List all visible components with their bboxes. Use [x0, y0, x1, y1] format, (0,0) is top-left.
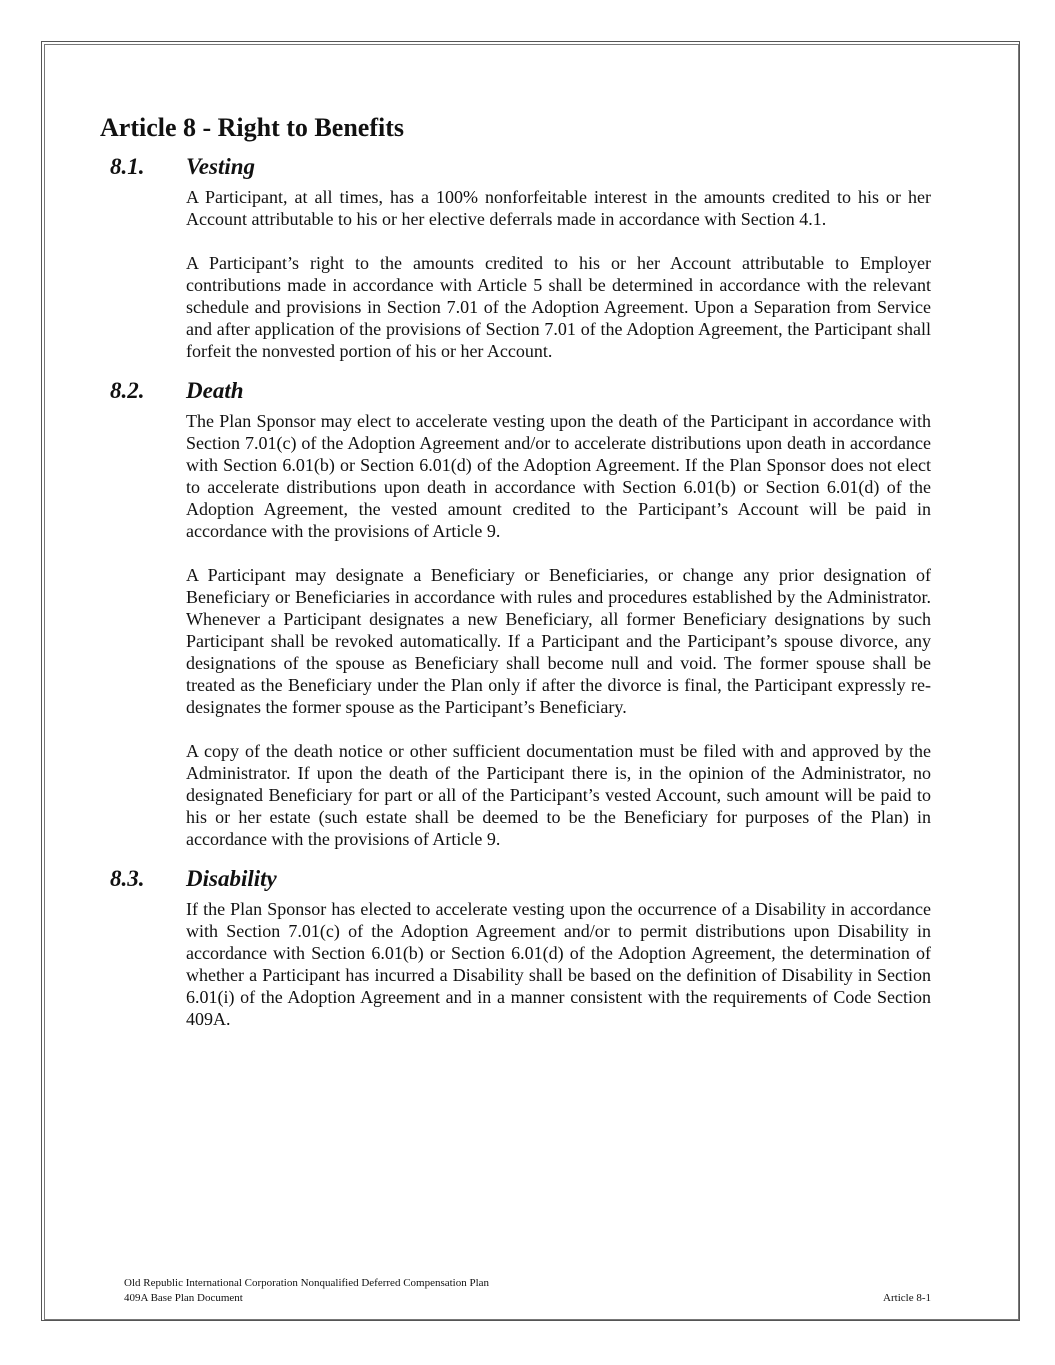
section-death: [0, 374, 1055, 850]
footer-document-name: 409A Base Plan Document: [124, 1292, 243, 1304]
section-vesting: [0, 150, 1055, 362]
paragraph: If the Plan Sponsor has elected to accelerate vesting upon the occurrence of a Disability in accordance with Section 7.01(c) of the Adoption Agreement and/or to permit distributions upon Disability in accordance with Section 6.01(b) or Section 6.01(d) of the Adoption Agreement, the determination of whether a Participant has incurred a Disability shall be based on the definition of Disability in Section 6.01(i) of the Adoption Agreement and in a manner consistent with the requirements of Code Section 409A.: [186, 899, 931, 1029]
section-heading: [0, 862, 1055, 898]
section-heading: [0, 374, 1055, 410]
section-title: Death: [186, 378, 244, 403]
section-disability: [0, 862, 1055, 1030]
article-body: [0, 150, 1055, 1042]
paragraph: A Participant may designate a Beneficiary or Beneficiaries, or change any prior designation of Beneficiary or Beneficiaries in accordance with rules and procedures established by the Administrator. Whenever a Participant designates a new Beneficiary, all former Beneficiary designations by such Participant shall be revoked automatically. If a Participant and the Participant’s spouse divorce, any designations of the spouse as Beneficiary shall become null and void. The former spouse shall be treated as the Beneficiary under the Plan only if after the divorce is final, the Participant expressly re-designates the former spouse as the Participant’s Beneficiary.: [186, 565, 931, 717]
paragraph: A Participant’s right to the amounts credited to his or her Account attributable to Employer contributions made in accordance with Article 5 shall be determined in accordance with the relevant schedule and provisions in Section 7.01 of the Adoption Agreement. Upon a Separation from Service and after application of the provisions of Section 7.01 of the Adoption Agreement, the Participant shall forfeit the nonvested portion of his or her Account.: [186, 253, 931, 361]
section-title: Vesting: [186, 154, 256, 179]
section-title: Disability: [186, 866, 277, 891]
article-title: Article 8 - Right to Benefits: [100, 113, 404, 142]
section-number: 8.3.: [110, 866, 145, 891]
paragraph: The Plan Sponsor may elect to accelerate vesting upon the death of the Participant in accordance with Section 7.01(c) of the Adoption Agreement and/or to accelerate distributions upon death in accordance with Section 6.01(b) or Section 6.01(d) of the Adoption Agreement. If the Plan Sponsor does not elect to accelerate distributions upon death in accordance with Section 6.01(b) or Section 6.01(d) of the Adoption Agreement, the vested amount credited to the Participant’s Account will be paid in accordance with the provisions of Article 9.: [186, 411, 931, 541]
section-number: 8.2.: [110, 378, 145, 403]
paragraph: A Participant, at all times, has a 100% nonforfeitable interest in the amounts credited to his or her Account attributable to his or her elective deferrals made in accordance with Section 4.1.: [186, 187, 931, 229]
paragraph: A copy of the death notice or other sufficient documentation must be filed with and approved by the Administrator. If upon the death of the Participant there is, in the opinion of the Administrator, no designated Beneficiary for part or all of the Participant’s vested Account, such amount will be paid to his or her estate (such estate shall be deemed to be the Beneficiary for purposes of the Plan) in accordance with the provisions of Article 9.: [186, 741, 931, 849]
section-number: 8.1.: [110, 154, 145, 179]
footer-page-label: Article 8-1: [883, 1292, 931, 1304]
section-heading: [0, 150, 1055, 186]
footer-plan-name: Old Republic International Corporation Nonqualified Deferred Compensation Plan: [124, 1277, 490, 1289]
page-footer: [124, 1276, 931, 1306]
